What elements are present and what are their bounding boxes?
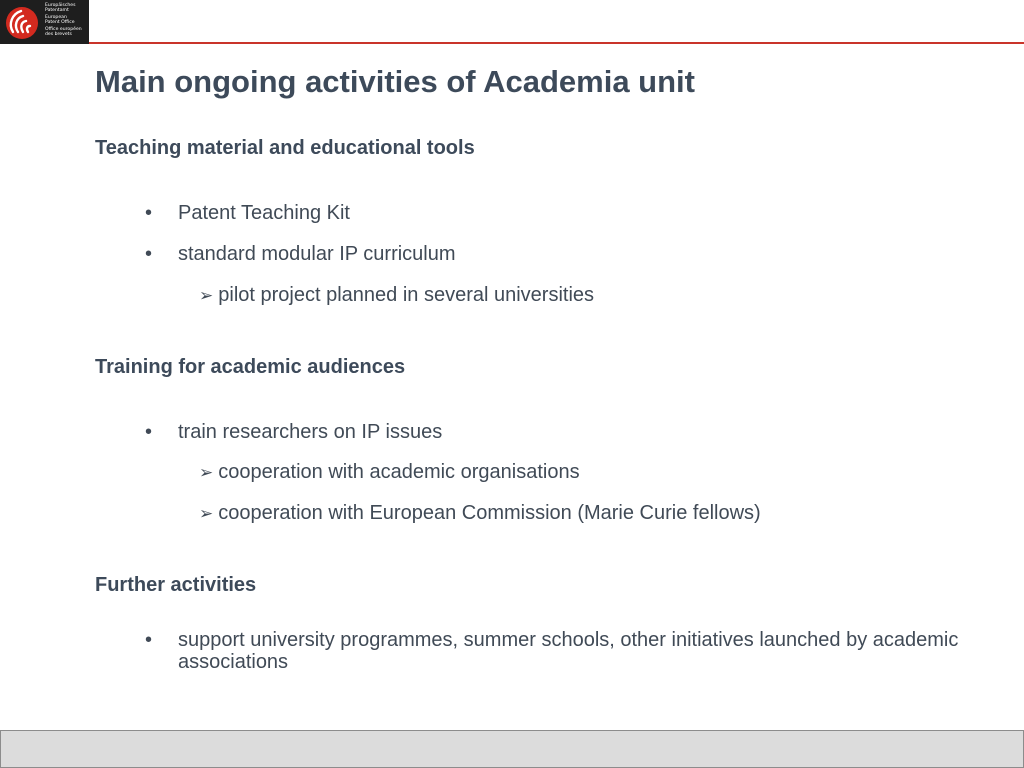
arrow-bullet-icon: ➢	[199, 504, 214, 523]
logo-line: Office européen	[45, 27, 82, 32]
bullet-text: train researchers on IP issues	[178, 421, 443, 443]
logo-line: European	[45, 15, 67, 20]
bullet-text: standard modular IP curriculum	[178, 243, 456, 265]
sub-bullet-text: cooperation with European Commission (Marie Curie fellows)	[218, 502, 761, 524]
sub-bullet-text: cooperation with academic organisations	[218, 461, 580, 483]
sub-bullet-item	[199, 461, 580, 484]
logo-line: des brevets	[45, 32, 72, 38]
logo-line: Europäisches	[45, 3, 76, 8]
logo-wordmark	[45, 3, 89, 39]
sub-bullet-item	[199, 502, 761, 525]
bullet-glyph: •	[145, 421, 153, 443]
sub-bullet-item	[199, 284, 594, 307]
section-heading: Teaching material and educational tools	[95, 137, 475, 159]
arrow-bullet-icon: ➢	[199, 286, 214, 305]
slide-title: Main ongoing activities of Academia unit	[95, 64, 695, 99]
arrow-bullet-icon: ➢	[199, 463, 214, 482]
bullet-text: Patent Teaching Kit	[178, 202, 350, 224]
footer-bar	[0, 730, 1024, 768]
bullet-glyph: •	[145, 202, 153, 224]
section-heading: Training for academic audiences	[95, 356, 406, 378]
header-divider	[89, 42, 1024, 44]
epo-swirl-icon	[4, 2, 40, 42]
logo-line: Patentamt	[45, 8, 69, 14]
bullet-glyph: •	[145, 243, 153, 265]
logo-line: Patent Office	[45, 20, 75, 26]
sub-bullet-text: pilot project planned in several universities	[218, 284, 595, 306]
epo-logo	[0, 0, 89, 44]
section-heading: Further activities	[95, 574, 257, 596]
bullet-text: support university programmes, summer schools, other initiatives launched by academic associations	[178, 629, 959, 673]
bullet-glyph: •	[145, 629, 153, 651]
